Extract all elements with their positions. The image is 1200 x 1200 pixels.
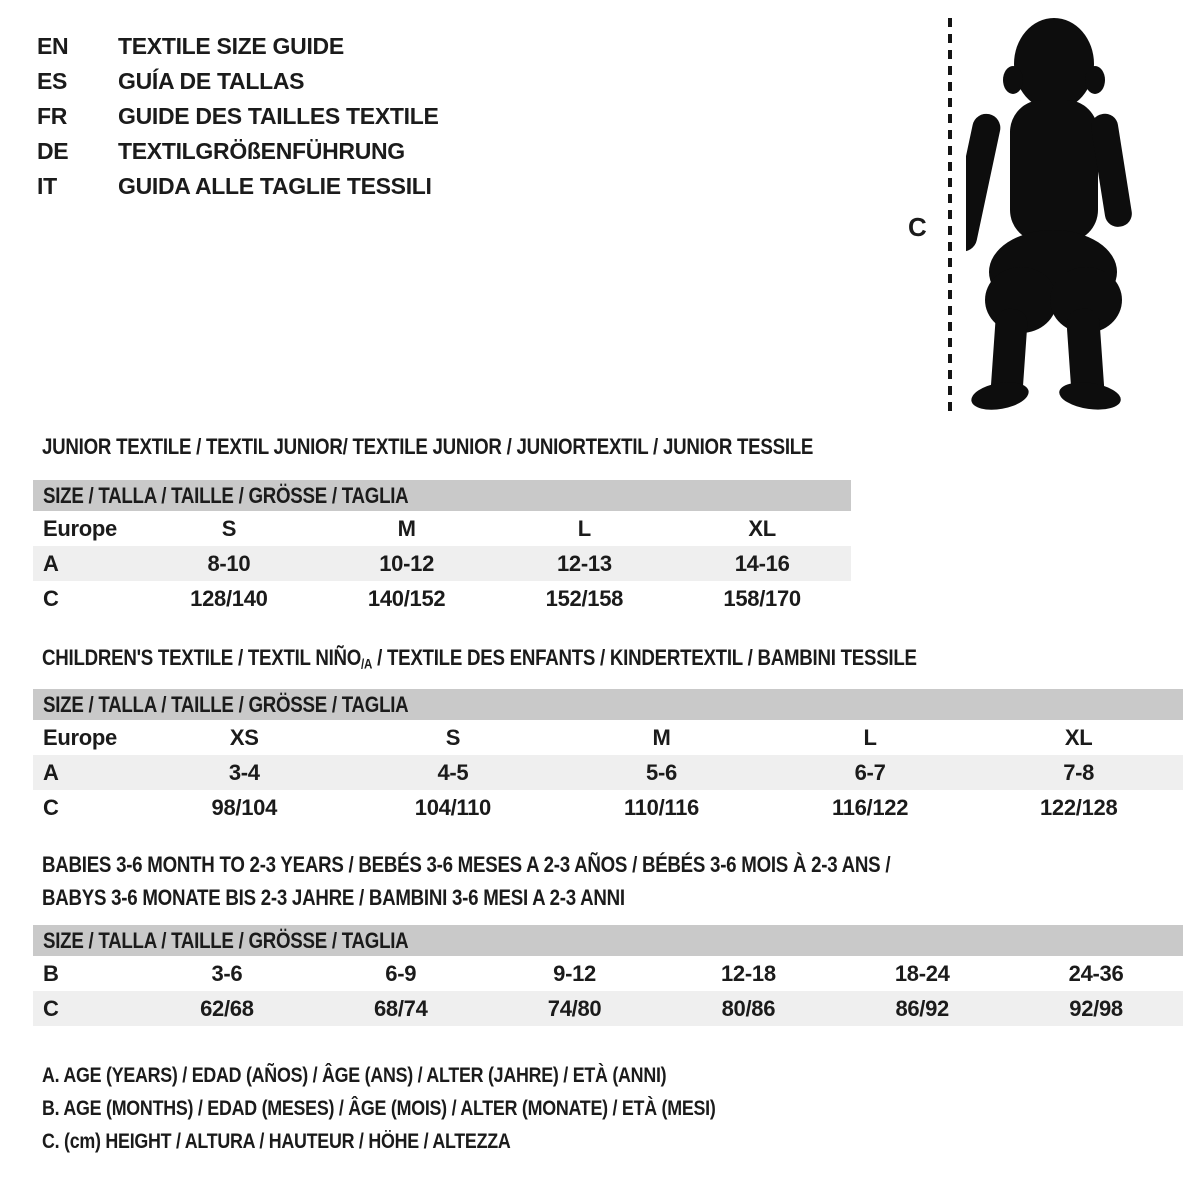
row-label: A [43, 759, 59, 785]
height-cell: 68/74 [373, 995, 428, 1021]
row-label: Europe [43, 724, 117, 750]
language-row-es [37, 64, 439, 99]
table-row-height [33, 790, 1183, 825]
guide-title-de: TEXTILGRÖßENFÜHRUNG [118, 138, 405, 164]
height-cell: 122/128 [1039, 794, 1118, 820]
junior-size-table [33, 480, 851, 616]
age-cell: 12-13 [556, 550, 612, 576]
table-row-europe [33, 511, 851, 546]
legend-line-a: A. AGE (YEARS) / EDAD (AÑOS) / ÂGE (ANS) / ALTER (JAHRE) / ETÀ (ANNI) [42, 1064, 667, 1087]
size-cell: L [577, 515, 591, 541]
language-code: FR [37, 103, 68, 129]
age-cell: 6-7 [854, 759, 886, 785]
guide-title-es: GUÍA DE TALLAS [118, 68, 305, 94]
height-cell: 86/92 [895, 995, 949, 1021]
height-cell: 128/140 [190, 585, 268, 611]
height-measure-label: C [908, 212, 927, 242]
legend [42, 1059, 834, 1158]
height-cell: 116/122 [831, 794, 909, 820]
months-cell: 6-9 [385, 960, 417, 986]
height-cell: 110/116 [623, 794, 699, 820]
babies-section-title-line1: BABIES 3-6 MONTH TO 2-3 YEARS / BEBÉS 3-6 MESES A 2-3 AÑOS / BÉBÉS 3-6 MOIS À 2-3 ANS / [42, 852, 891, 877]
table-row-europe [33, 720, 1183, 755]
height-cell: 158/170 [723, 585, 801, 611]
language-title-list [37, 29, 439, 204]
age-cell: 5-6 [646, 759, 677, 785]
size-cell: XL [748, 515, 776, 541]
height-cell: 92/98 [1069, 995, 1123, 1021]
age-cell: 3-4 [228, 759, 260, 785]
language-code: ES [37, 68, 68, 94]
size-header-band: SIZE / TALLA / TAILLE / GRÖSSE / TAGLIA [33, 689, 1183, 720]
size-cell: S [221, 515, 237, 541]
age-cell: 10-12 [379, 550, 435, 576]
age-cell: 14-16 [734, 550, 790, 576]
months-cell: 12-18 [721, 960, 776, 986]
size-cell: M [652, 724, 671, 750]
months-cell: 24-36 [1068, 960, 1124, 986]
size-cell: XL [1064, 724, 1093, 750]
table-row-age [33, 546, 851, 581]
size-header-band: SIZE / TALLA / TAILLE / GRÖSSE / TAGLIA [33, 925, 1183, 956]
row-label: B [43, 960, 59, 986]
height-cell: 80/86 [721, 995, 776, 1021]
size-cell: M [397, 515, 416, 541]
babies-size-table [33, 925, 1183, 1026]
table-row-height [33, 991, 1183, 1026]
guide-title-fr: GUIDE DES TAILLES TEXTILE [118, 103, 439, 129]
language-row-de [37, 134, 439, 169]
language-code: IT [37, 173, 57, 199]
table-row-age [33, 755, 1183, 790]
language-code: DE [37, 138, 69, 164]
nino-a-subscript: /A [361, 656, 373, 672]
babies-section-title-line2: BABYS 3-6 MONATE BIS 2-3 JAHRE / BAMBINI 3-6 MESI A 2-3 ANNI [42, 885, 625, 910]
height-cell: 104/110 [414, 794, 491, 820]
row-label: C [43, 585, 59, 611]
months-cell: 9-12 [553, 960, 596, 986]
months-cell: 18-24 [894, 960, 950, 986]
row-label: Europe [43, 515, 117, 541]
height-dashed-line [948, 18, 952, 416]
height-cell: 152/158 [545, 585, 624, 611]
junior-section-title: JUNIOR TEXTILE / TEXTIL JUNIOR/ TEXTILE JUNIOR / JUNIORTEXTIL / JUNIOR TESSILE [42, 434, 814, 459]
table-row-months [33, 956, 1183, 991]
age-cell: 4-5 [437, 759, 469, 785]
height-cell: 140/152 [367, 585, 446, 611]
table-row-height [33, 581, 851, 616]
row-label: C [43, 995, 59, 1021]
age-cell: 8-10 [207, 550, 251, 576]
language-code: EN [37, 33, 69, 59]
height-cell: 74/80 [547, 995, 602, 1021]
size-cell: XS [229, 724, 259, 750]
guide-title-en: TEXTILE SIZE GUIDE [118, 33, 344, 59]
height-cell: 62/68 [200, 995, 254, 1021]
language-row-fr [37, 99, 439, 134]
size-cell: L [863, 724, 877, 750]
language-row-en [37, 29, 439, 64]
size-header-band: SIZE / TALLA / TAILLE / GRÖSSE / TAGLIA [33, 480, 851, 511]
language-row-it [37, 169, 439, 204]
children-size-table [33, 689, 1183, 825]
guide-title-it: GUIDA ALLE TAGLIE TESSILI [118, 173, 432, 199]
legend-line-b: B. AGE (MONTHS) / EDAD (MESES) / ÂGE (MOIS) / ALTER (MONATE) / ETÀ (MESI) [42, 1097, 716, 1120]
age-cell: 7-8 [1063, 759, 1095, 785]
toddler-silhouette-icon [966, 16, 1138, 418]
legend-line-c: C. (cm) HEIGHT / ALTURA / HAUTEUR / HÖHE / ALTEZZA [42, 1130, 511, 1153]
children-section-title: CHILDREN'S TEXTILE / TEXTIL NIÑO/A / TEXTILE DES ENFANTS / KINDERTEXTIL / BAMBINI TESSILE [42, 645, 917, 672]
row-label: C [43, 794, 59, 820]
height-cell: 98/104 [211, 794, 278, 820]
size-cell: S [445, 724, 461, 750]
months-cell: 3-6 [211, 960, 243, 986]
row-label: A [43, 550, 59, 576]
